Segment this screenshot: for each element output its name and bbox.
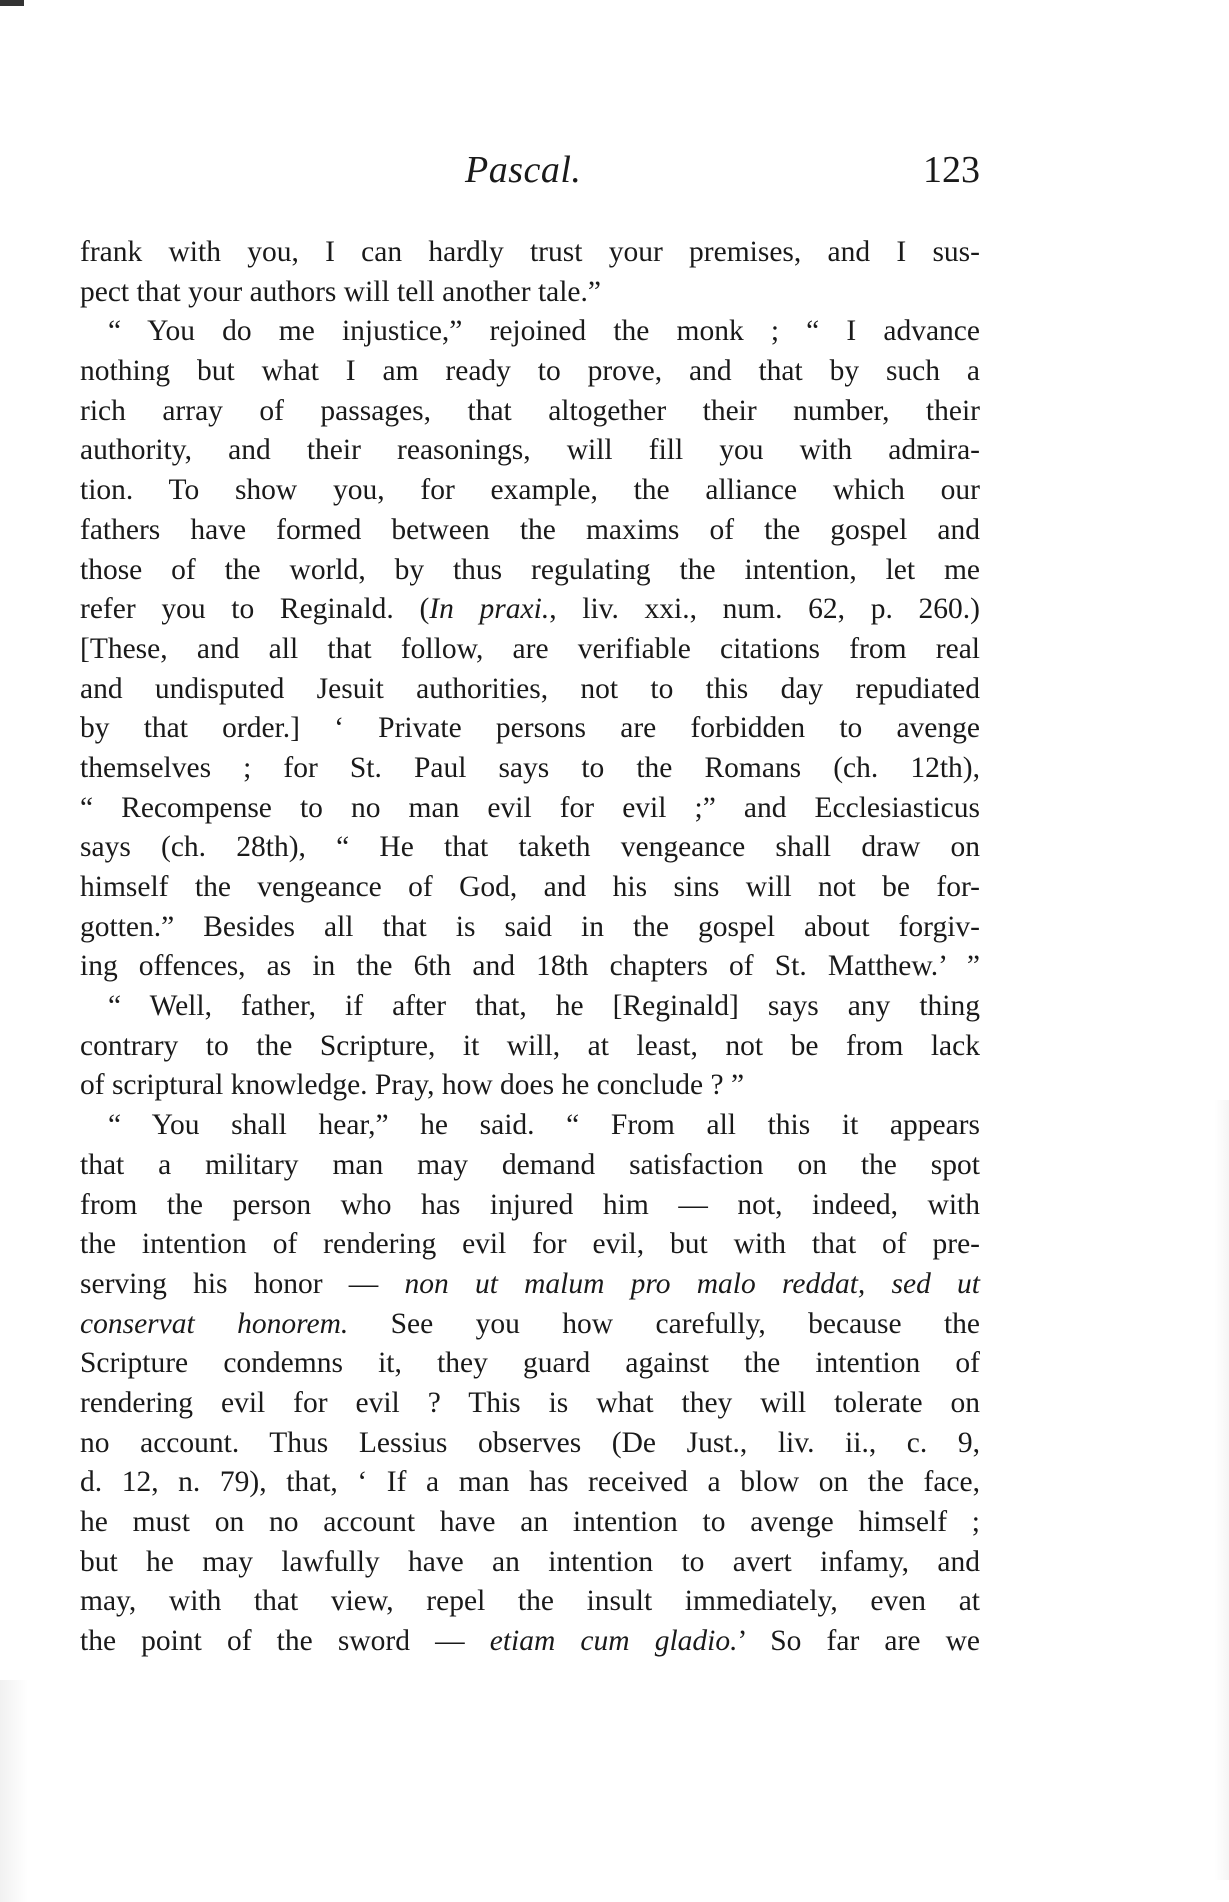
body-text [80,233,980,1662]
text-line [80,868,980,908]
line-text: may, with that view, repel the insult immediately, even at [80,1585,980,1618]
line-text: of scriptural knowledge. Pray, how does he conclude ? ” [80,1069,745,1102]
text-line [80,630,980,670]
text-line [80,1066,980,1106]
line-text: and undisputed Jesuit authorities, not to this day repudiated [80,672,980,705]
italic-phrase: non ut malum pro malo reddat, sed ut [404,1267,980,1300]
line-text: rich array of passages, that altogether their number, their [80,394,980,427]
line-text: himself the vengeance of God, and his sins will not be for- [80,871,980,903]
text-line [80,908,980,948]
scan-corner-mark [0,0,24,6]
line-text-after-italic: , liv. xxi., num. 62, p. 260.) [549,593,980,626]
line-text-after-italic: ’ So far are we [737,1625,980,1658]
line-text: tion. To show you, for example, the alliance which our [80,474,980,507]
running-title: Pascal. [465,149,582,191]
text-line [80,828,980,868]
text-line [80,551,980,591]
line-text: the intention of rendering evil for evil, but with that of pre- [80,1228,980,1261]
text-line [80,1186,980,1226]
italic-phrase: etiam cum gladio. [489,1625,738,1658]
page-number: 123 [923,149,980,191]
line-text-after-italic: See you how carefully, because the [348,1307,980,1340]
text-line [80,1225,980,1265]
line-text: ing offences, as in the 6th and 18th chapters of St. Matthew.’ ” [80,950,980,983]
text-line [80,1106,980,1146]
text-line [80,352,980,392]
text-line [80,1543,980,1583]
text-line [80,1424,980,1464]
italic-phrase: conservat honorem. [80,1307,349,1340]
text-line [80,987,980,1027]
text-line [80,947,980,987]
scan-edge-shadow-left [0,1680,28,1902]
line-text: those of the world, by thus regulating the intention, let me [80,553,980,586]
text-line [80,709,980,749]
line-text: “ You shall hear,” he said. “ From all this it appears [108,1109,980,1142]
text-line [80,1384,980,1424]
text-line [80,511,980,551]
line-text: he must on no account have an intention to avenge himself ; [80,1506,980,1538]
line-text: nothing but what I am ready to prove, and that by such a [80,355,980,388]
text-line [80,590,980,630]
line-text: “ Recompense to no man evil for evil ;” and Ecclesiasticus [80,791,980,824]
line-text: themselves ; for St. Paul says to the Romans (ch. 12th), [80,751,980,784]
line-text: pect that your authors will tell another tale.” [80,275,601,308]
text-line [80,1265,980,1305]
line-text-before-italic: serving his honor — [80,1267,405,1300]
line-text: from the person who has injured him — not, indeed, with [80,1188,980,1221]
text-line [80,1027,980,1067]
page-header [80,148,980,208]
line-text: rendering evil for evil ? This is what they will tolerate on [80,1386,980,1419]
line-text: no account. Thus Lessius observes (De Just., liv. ii., c. 9, [80,1426,980,1459]
text-line [80,1344,980,1384]
text-line [80,1146,980,1186]
line-text: d. 12, n. 79), that, ‘ If a man has received a blow on the face, [80,1466,980,1499]
line-text: frank with you, I can hardly trust your premises, and I sus- [80,236,980,268]
line-text: contrary to the Scripture, it will, at least, not be from lack [80,1029,980,1062]
text-line [80,749,980,789]
line-text: [These, and all that follow, are verifiable citations from real [80,632,980,665]
line-text: by that order.] ‘ Private persons are forbidden to avenge [80,712,980,745]
text-line [80,1463,980,1503]
line-text: “ You do me injustice,” rejoined the monk ; “ I advance [108,315,980,348]
text-line [80,392,980,432]
line-text: authority, and their reasonings, will fill you with admira- [80,434,980,467]
line-text: says (ch. 28th), “ He that taketh vengeance shall draw on [80,831,980,864]
scan-edge-shadow-right [1215,1100,1229,1880]
text-line [80,431,980,471]
text-line [80,471,980,511]
line-text: “ Well, father, if after that, he [Reginald] says any thing [108,990,980,1023]
text-line [80,312,980,352]
text-line [80,1582,980,1622]
text-line [80,1622,980,1662]
line-text: that a military man may demand satisfaction on the spot [80,1148,980,1181]
line-text: fathers have formed between the maxims of the gospel and [80,513,980,546]
line-text: gotten.” Besides all that is said in the gospel about forgiv- [80,910,980,943]
text-line [80,273,980,313]
line-text-before-italic: the point of the sword — [80,1625,490,1658]
text-line [80,670,980,710]
italic-phrase: In praxi. [429,593,550,626]
line-text-before-italic: refer you to Reginald. ( [80,593,430,626]
text-line [80,233,980,273]
text-line [80,1503,980,1543]
line-text: Scripture condemns it, they guard against the intention of [80,1347,980,1380]
text-line [80,1305,980,1345]
line-text: but he may lawfully have an intention to avert infamy, and [80,1545,980,1578]
text-line [80,789,980,829]
